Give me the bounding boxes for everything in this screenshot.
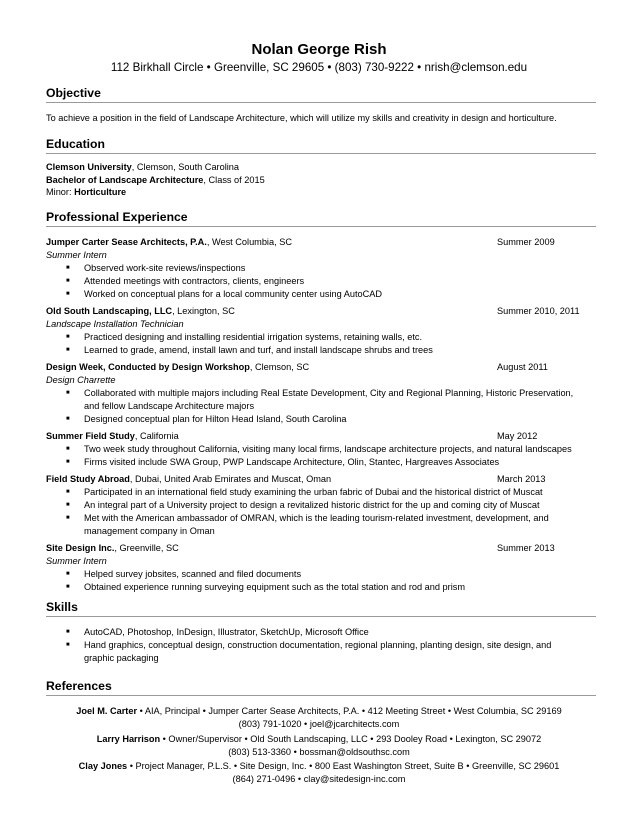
job-bullet: An integral part of a University project to design a revitalized historic district for the up and coming city of Muscat (84, 500, 540, 510)
bullet-icon: ■ (66, 416, 70, 422)
skill-item-continuation: graphic packaging (84, 653, 159, 663)
bullet-icon: ■ (66, 446, 70, 452)
job-bullet: Participated in an international field study examining the urban fabric of Dubai and the historical district of Muscat (84, 487, 543, 497)
job-bullet: Attended meetings with contractors, clients, engineers (84, 276, 305, 286)
education-degree-line (46, 175, 265, 186)
bullet-icon: ■ (66, 502, 70, 508)
job-bullet: Practiced designing and installing residential irrigation systems, retaining walls, etc. (84, 332, 423, 342)
bullet-icon: ■ (66, 571, 70, 577)
job-bullet-continuation: and fellow Landscape Architecture majors (84, 401, 255, 411)
skill-item: AutoCAD, Photoshop, InDesign, Illustrator, SketchUp, Microsoft Office (84, 627, 369, 637)
job-date: Summer 2009 (497, 237, 555, 247)
education-minor-line (46, 187, 126, 198)
job-role: Landscape Installation Technician (46, 319, 184, 329)
job-role: Design Charrette (46, 375, 116, 385)
reference-details: • Owner/Supervisor • Old South Landscaping, LLC • 293 Dooley Road • Lexington, SC 29072 (160, 734, 542, 744)
bullet-icon: ■ (66, 265, 70, 271)
bullet-icon: ■ (66, 459, 70, 465)
job-location: , Dubai, United Arab Emirates and Muscat, Oman (129, 474, 332, 484)
reference-name: Larry Harrison (96, 734, 161, 744)
section-title-education: Education (46, 137, 105, 151)
job-bullet-continuation: management company in Oman (84, 526, 215, 536)
section-title-objective: Objective (46, 86, 101, 100)
job-heading (46, 362, 309, 373)
reference-details: • Project Manager, P.L.S. • Site Design, Inc. • 800 East Washington Street, Suite B • Greenville, SC 29601 (127, 761, 560, 771)
job-location: , California (134, 431, 179, 441)
reference-contact: (803) 791-1020 • joel@jcarchitects.com (238, 719, 400, 729)
objective-text: To achieve a position in the field of Landscape Architecture, which will utilize my skills and creativity in design and horticulture. (46, 113, 557, 123)
contact-line: 112 Birkhall Circle • Greenville, SC 29605 • (803) 730-9222 • nrish@clemson.edu (110, 61, 528, 74)
section-divider (46, 102, 596, 103)
section-divider (46, 616, 596, 617)
job-role: Summer Intern (46, 556, 107, 566)
job-date: March 2013 (497, 474, 546, 484)
bullet-icon: ■ (66, 278, 70, 284)
resume-name: Nolan George Rish (251, 41, 387, 58)
minor-name: Horticulture (74, 187, 127, 197)
job-bullet: Helped survey jobsites, scanned and filed documents (84, 569, 302, 579)
section-divider (46, 226, 596, 227)
job-heading (46, 431, 179, 442)
bullet-icon: ■ (66, 629, 70, 635)
reference-line (0, 706, 638, 716)
job-bullet: Observed work-site reviews/inspections (84, 263, 246, 273)
reference-contact: (803) 513-3360 • bossman@oldsouthsc.com (228, 747, 410, 757)
job-date: August 2011 (497, 362, 548, 372)
reference-details: • AIA, Principal • Jumper Carter Sease Architects, P.A. • 412 Meeting Street • West Columbia, SC 29169 (137, 706, 562, 716)
job-date: Summer 2010, 2011 (497, 306, 580, 316)
section-title-references: References (46, 679, 112, 693)
job-org: Site Design Inc. (46, 543, 115, 553)
job-org: Jumper Carter Sease Architects, P.A. (46, 237, 207, 247)
degree-name: Bachelor of Landscape Architecture (46, 175, 204, 185)
school-location: , Clemson, South Carolina (131, 162, 240, 172)
job-bullet: Designed conceptual plan for Hilton Head Island, South Carolina (84, 414, 347, 424)
job-bullet: Learned to grade, amend, install lawn and turf, and install landscape shrubs and trees (84, 345, 433, 355)
job-bullet: Two week study throughout California, visiting many local firms, landscape architecture projects, and natural landscapes (84, 444, 572, 454)
job-location: , Clemson, SC (249, 362, 310, 372)
job-bullet: Firms visited include SWA Group, PWP Landscape Architecture, Olin, Stantec, Hargreaves Associates (84, 457, 500, 467)
reference-contact: (864) 271-0496 • clay@sitedesign-inc.com (232, 774, 406, 784)
bullet-icon: ■ (66, 515, 70, 521)
bullet-icon: ■ (66, 347, 70, 353)
bullet-icon: ■ (66, 390, 70, 396)
job-heading (46, 306, 235, 317)
bullet-icon: ■ (66, 642, 70, 648)
bullet-icon: ■ (66, 291, 70, 297)
bullet-icon: ■ (66, 334, 70, 340)
bullet-icon: ■ (66, 489, 70, 495)
education-school-line (46, 162, 239, 173)
job-heading (46, 474, 331, 485)
job-location: , Greenville, SC (114, 543, 179, 553)
job-bullet: Obtained experience running surveying equipment such as the total station and rod and prism (84, 582, 466, 592)
job-location: , Lexington, SC (172, 306, 235, 316)
reference-line (0, 734, 638, 744)
job-date: May 2012 (497, 431, 538, 441)
reference-line (0, 761, 638, 771)
section-title-experience: Professional Experience (46, 210, 188, 224)
job-org: Summer Field Study (46, 431, 135, 441)
job-org: Old South Landscaping, LLC (46, 306, 173, 316)
job-heading (46, 543, 179, 554)
job-bullet: Worked on conceptual plans for a local community center using AutoCAD (84, 289, 383, 299)
skill-item: Hand graphics, conceptual design, construction documentation, regional planning, planting design, site design, and (84, 640, 552, 650)
school-name: Clemson University (46, 162, 132, 172)
job-org: Field Study Abroad (46, 474, 130, 484)
section-divider (46, 153, 596, 154)
reference-name: Joel M. Carter (76, 706, 138, 716)
job-heading (46, 237, 292, 248)
job-role: Summer Intern (46, 250, 107, 260)
job-bullet: Collaborated with multiple majors including Real Estate Development, City and Regional Planning, Historic Preservation, (84, 388, 574, 398)
degree-class: , Class of 2015 (203, 175, 265, 185)
job-date: Summer 2013 (497, 543, 555, 553)
bullet-icon: ■ (66, 584, 70, 590)
job-bullet: Met with the American ambassador of OMRAN, which is the leading tourism-related investment, development, and (84, 513, 549, 523)
job-org: Design Week, Conducted by Design Workshop (46, 362, 250, 372)
section-divider (46, 695, 596, 696)
minor-label: Minor: (46, 187, 75, 197)
reference-name: Clay Jones (78, 761, 128, 771)
job-location: , West Columbia, SC (206, 237, 292, 247)
section-title-skills: Skills (46, 600, 78, 614)
